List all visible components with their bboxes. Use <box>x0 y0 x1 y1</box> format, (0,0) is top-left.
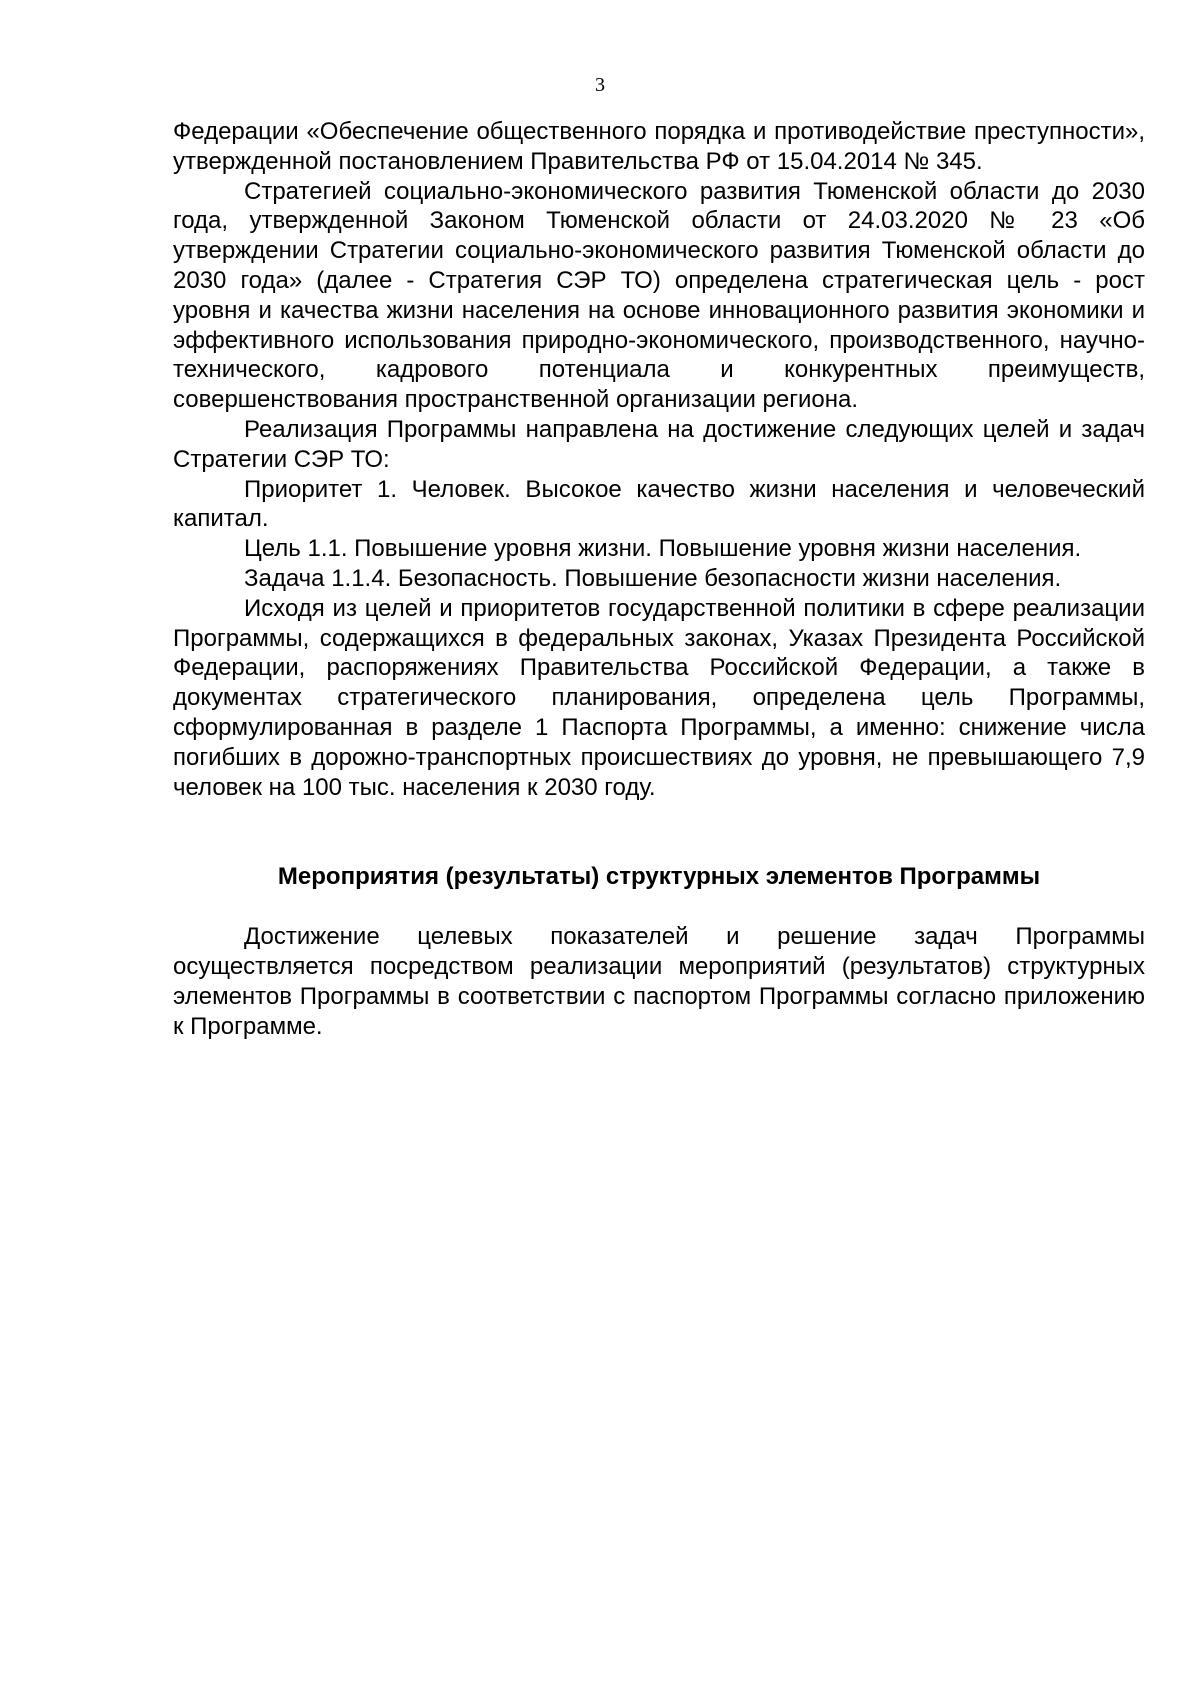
paragraph-program-goals: Реализация Программы направлена на достижение следующих целей и задач Стратегии СЭР ТО: <box>173 415 1145 473</box>
paragraph-goal: Цель 1.1. Повышение уровня жизни. Повышение уровня жизни населения. <box>244 535 1082 563</box>
page-number: 3 <box>595 74 605 96</box>
section-heading: Мероприятия (результаты) структурных элементов Программы <box>277 863 1041 891</box>
paragraph-continuation: Федерации «Обеспечение общественного порядка и противодействие преступности», утвержденной постановлением Правительства РФ от 15.04.2014 № 345. <box>173 118 1145 175</box>
paragraph-priority: Приоритет 1. Человек. Высокое качество жизни населения и человеческий капитал. <box>173 475 1145 533</box>
paragraph-task: Задача 1.1.4. Безопасность. Повышение безопасности жизни населения. <box>244 564 1062 592</box>
document-body <box>173 117 1145 1041</box>
paragraph-program-purpose: Исходя из целей и приоритетов государственной политики в сфере реализации Программы, содержащихся в федеральных законах, Указах Президента Российской Федерации, распоряжениях Правительства Российской Федерации, а также в документах стратегического планирования, определена цель Программы, сформулированная в разделе 1 Паспорта Программы, а именно: снижение числа погибших в дорожно-транспортных происшествиях до уровня, не превышающего 7,9 человек на 100 тыс. населения к 2030 году. <box>173 594 1145 801</box>
paragraph-strategy: Стратегией социально-экономического развития Тюменской области до 2030 года, утвержденной Законом Тюменской области от 24.03.2020 № 23 «Об утверждении Стратегии социально-экономического развития Тюменской области до 2030 года» (далее - Стратегия СЭР ТО) определена стратегическая цель - рост уровня и качества жизни населения на основе инновационного развития экономики и эффективного использования природно-экономического, производственного, научно-технического, кадрового потенциала и конкурентных преимуществ, совершенствования пространственной организации региона. <box>173 177 1145 414</box>
paragraph-measures: Достижение целевых показателей и решение задач Программы осуществляется посредством реализации мероприятий (результатов) структурных элементов Программы в соответствии с паспортом Программы согласно приложению к Программе. <box>173 923 1145 1040</box>
